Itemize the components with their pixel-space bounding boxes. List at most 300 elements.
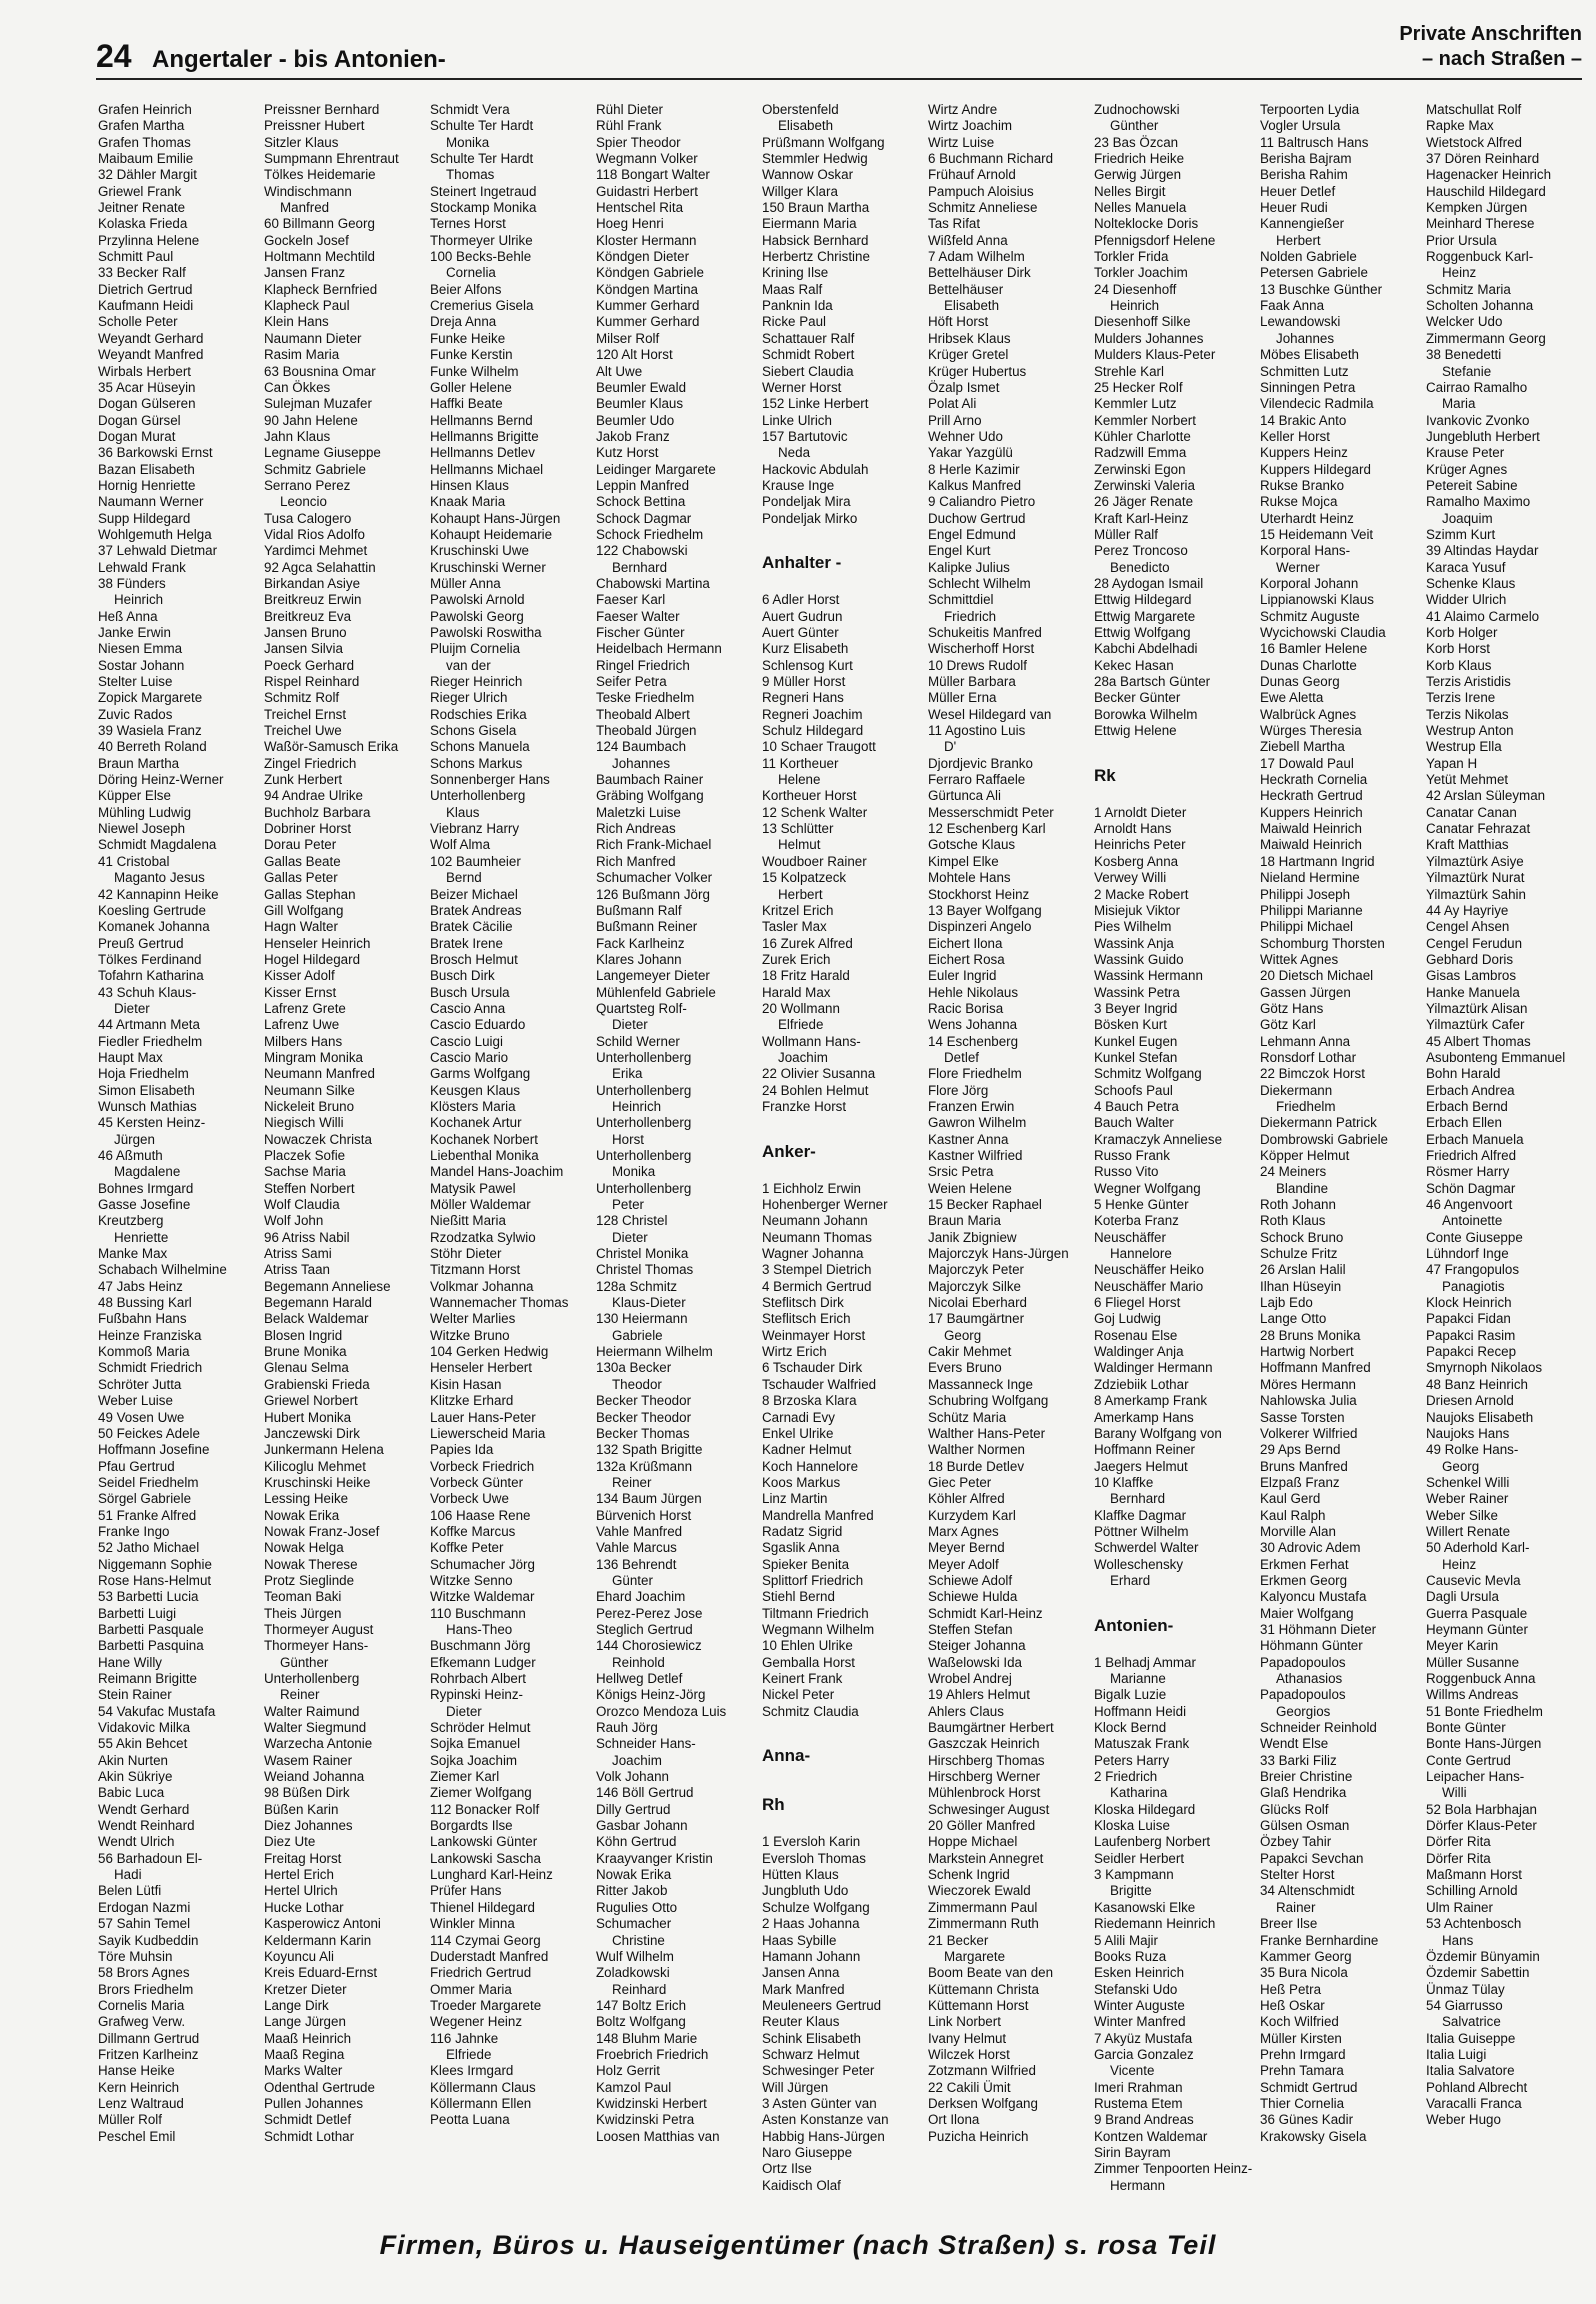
- list-item-continuation: Neda: [778, 445, 811, 461]
- list-item: Nieland Hermine: [1260, 870, 1360, 886]
- list-item: Holtmann Mechtild: [264, 249, 375, 265]
- list-item: 63 Bousnina Omar: [264, 363, 376, 379]
- list-item: Schmitz Rolf: [264, 690, 340, 706]
- list-item: Nolteklocke Doris: [1094, 216, 1199, 232]
- list-item: Westrup Ella: [1426, 739, 1502, 755]
- list-item: Birkandan Asiye: [264, 575, 361, 591]
- list-item: Pawolski Georg: [430, 608, 524, 624]
- list-item-continuation: Monika: [446, 134, 490, 150]
- list-item: Gassen Jürgen: [1260, 984, 1351, 1000]
- list-item: Pampuch Aloisius: [928, 183, 1034, 199]
- list-item-continuation: Bernhard: [612, 559, 668, 575]
- list-item: Koyuncu Ali: [264, 1948, 334, 1964]
- list-item: Steinert Ingetraud: [430, 183, 537, 199]
- list-item: Sonnenberger Hans: [430, 772, 550, 788]
- list-item: Hauschild Hildegard: [1426, 183, 1546, 199]
- list-item: Fußbahn Hans: [98, 1311, 187, 1327]
- list-item: Krakowsky Gisela: [1260, 2128, 1367, 2144]
- list-item: Ternes Horst: [430, 216, 506, 232]
- list-item-continuation: Thomas: [446, 167, 495, 183]
- list-item: Wirbals Herbert: [98, 363, 192, 379]
- list-item-continuation: Reinhard: [612, 1981, 667, 1997]
- list-item: Nowak Therese: [264, 1556, 358, 1572]
- list-item-continuation: Cornelia: [446, 265, 496, 281]
- list-item-continuation: Erhard: [1110, 1572, 1151, 1588]
- list-item: 23 Bas Özcan: [1094, 134, 1179, 150]
- list-item: Götz Hans: [1260, 1000, 1324, 1016]
- list-item: Unterhollenberg: [596, 1115, 692, 1131]
- list-item: Kaidisch Olaf: [762, 2177, 841, 2193]
- list-item: Witzke Waldemar: [430, 1589, 535, 1605]
- list-item: Babic Luca: [98, 1785, 165, 1801]
- list-item: Pawolski Arnold: [430, 592, 525, 608]
- list-item: Protz Sieglinde: [264, 1572, 355, 1588]
- list-item: Prüßmann Wolfgang: [762, 134, 885, 150]
- list-item-continuation: Bernd: [446, 870, 482, 886]
- list-item: Westrup Anton: [1426, 723, 1514, 739]
- list-item-continuation: Günther: [1110, 118, 1159, 134]
- list-item: Walter Raimund: [264, 1703, 360, 1719]
- list-item: Nowaczek Christa: [264, 1131, 372, 1147]
- list-item: Kastner Anna: [928, 1131, 1009, 1147]
- list-item: 53 Achtenbosch: [1426, 1916, 1522, 1932]
- section-heading-line2: – nach Straßen –: [1421, 48, 1582, 70]
- list-item: Stemmler Hedwig: [762, 151, 868, 167]
- list-item: 5 Alili Majir: [1094, 1932, 1158, 1948]
- list-item: Hamann Johann: [762, 1948, 861, 1964]
- list-item: Wegmann Volker: [596, 151, 698, 167]
- list-item: Matuszak Frank: [1094, 1736, 1190, 1752]
- list-item: 130a Becker: [596, 1360, 672, 1376]
- list-item: 1 Belhadj Ammar: [1094, 1654, 1196, 1670]
- list-item: Willger Klara: [762, 183, 838, 199]
- list-item: Gülsen Osman: [1260, 1818, 1350, 1834]
- list-item: Yilmaztürk Cafer: [1426, 1017, 1525, 1033]
- list-item: 9 Caliandro Pietro: [928, 494, 1036, 510]
- list-item: Maibaum Emilie: [98, 151, 194, 167]
- list-item: Diesenhoff Silke: [1094, 314, 1191, 330]
- list-item: Philippi Joseph: [1260, 886, 1351, 902]
- list-item: Zudnochowski: [1094, 102, 1180, 117]
- list-item: Torkler Joachim: [1094, 265, 1188, 281]
- street-heading: Anker-: [762, 1141, 816, 1161]
- list-item: Müller Susanne: [1426, 1654, 1520, 1670]
- list-item: Elzpaß Franz: [1260, 1474, 1340, 1490]
- list-item: Widder Ulrich: [1426, 592, 1507, 608]
- list-item: Wegner Wolfgang: [1094, 1180, 1201, 1196]
- list-item: Wollmann Hans-: [762, 1033, 861, 1049]
- list-item: Kretzer Dieter: [264, 1981, 347, 1997]
- list-item: Gisas Lambros: [1426, 968, 1517, 984]
- list-item: Petereit Sabine: [1426, 477, 1518, 493]
- list-item: Heymann Günter: [1426, 1621, 1528, 1637]
- list-item: Froebrich Friedrich: [596, 2046, 709, 2062]
- list-item: Schock Bruno: [1260, 1229, 1344, 1245]
- list-item: Supp Hildegard: [98, 510, 191, 526]
- list-item: Prill Arno: [928, 412, 982, 428]
- list-item: Gasse Josefine: [98, 1197, 191, 1213]
- list-item: Schons Markus: [430, 755, 523, 771]
- list-item: 26 Arslan Halil: [1260, 1262, 1346, 1278]
- list-item: 14 Brakic Anto: [1260, 412, 1347, 428]
- list-item: Treichel Ernst: [264, 706, 347, 722]
- list-item-continuation: Marianne: [1110, 1671, 1166, 1686]
- header-rule: [96, 78, 1582, 80]
- list-item: Hagenacker Heinrich: [1426, 167, 1552, 183]
- list-item: Auert Günter: [762, 625, 839, 640]
- list-item: Harald Max: [762, 984, 831, 1000]
- list-item: 41 Alaimo Carmelo: [1426, 608, 1540, 624]
- list-item: Mandel Hans-Joachim: [430, 1164, 564, 1180]
- list-item: Naumann Dieter: [264, 330, 362, 346]
- list-item: Unterhollenberg: [596, 1148, 692, 1163]
- list-item: Lange Jürgen: [264, 2014, 346, 2030]
- list-item: Barbetti Pasquina: [98, 1638, 204, 1654]
- list-item: 35 Acar Hüseyin: [98, 379, 196, 395]
- list-item: Loosen Matthias van: [596, 2128, 720, 2144]
- list-item: Müller Ralf: [1094, 526, 1158, 542]
- list-item: Seidler Herbert: [1094, 1850, 1185, 1866]
- list-item-continuation: Günther: [280, 1654, 329, 1670]
- list-item-continuation: Vicente: [1110, 2063, 1155, 2079]
- list-item: 51 Franke Alfred: [98, 1507, 197, 1523]
- list-item: Hoffmann Reiner: [1094, 1442, 1195, 1458]
- list-item: Smyrnoph Nikolaos: [1426, 1360, 1543, 1376]
- list-item: Weinmayer Horst: [762, 1327, 866, 1343]
- list-item: Karaca Yusuf: [1426, 559, 1506, 575]
- list-item: Kritzel Erich: [762, 902, 834, 918]
- list-item: Pöttner Wilhelm: [1094, 1523, 1189, 1539]
- list-item: Eichert Ilona: [928, 935, 1003, 951]
- list-item: Wunsch Mathias: [98, 1098, 197, 1114]
- list-item: Papies Ida: [430, 1442, 494, 1458]
- list-item: Papadopoulos: [1260, 1687, 1346, 1703]
- list-item: 37 Dören Reinhard: [1426, 151, 1540, 167]
- list-item: Tasler Max: [762, 919, 827, 935]
- list-item: Kaul Gerd: [1260, 1491, 1321, 1507]
- list-item: Splittorf Friedrich: [762, 1572, 864, 1588]
- directory-column: [430, 102, 596, 2214]
- list-item: Rich Andreas: [596, 821, 676, 837]
- list-item: 3 Stempel Dietrich: [762, 1262, 872, 1278]
- list-item: Grafen Heinrich: [98, 102, 192, 117]
- list-item: Sojka Emanuel: [430, 1736, 521, 1752]
- list-item: Stelter Luise: [98, 674, 173, 690]
- list-item: Fischer Günter: [596, 625, 685, 640]
- list-item: Langemeyer Dieter: [596, 968, 710, 984]
- list-item: Yetüt Mehmet: [1426, 772, 1509, 788]
- list-item: Books Ruza: [1094, 1948, 1167, 1964]
- list-item: Hirschberg Werner: [928, 1769, 1041, 1785]
- list-item: Diekermann Patrick: [1260, 1115, 1377, 1131]
- list-item: 13 Buschke Günther: [1260, 281, 1383, 297]
- list-item: 116 Jahnke: [430, 2030, 499, 2046]
- list-item: Diez Ute: [264, 1834, 316, 1850]
- list-item: Herbertz Christine: [762, 249, 870, 265]
- list-item: 148 Bluhm Marie: [596, 2030, 698, 2046]
- list-item: Dogan Gülseren: [98, 396, 196, 412]
- list-item: 1 Arnoldt Dieter: [1094, 804, 1187, 820]
- list-item: Schmidt Magdalena: [98, 837, 217, 853]
- list-item: Schumacher Volker: [596, 870, 713, 886]
- list-item: Keinert Frank: [762, 1671, 843, 1686]
- list-item: 12 Schenk Walter: [762, 804, 868, 820]
- list-item: Waßör-Samusch Erika: [264, 739, 399, 755]
- list-item: Janczewski Dirk: [264, 1425, 360, 1441]
- list-item: Stöhr Dieter: [430, 1246, 502, 1262]
- list-item: Steiger Johanna: [928, 1638, 1026, 1654]
- list-item: Klock Heinrich: [1426, 1295, 1512, 1311]
- list-item: 8 Brzoska Klara: [762, 1393, 857, 1409]
- list-item-continuation: Horst: [612, 1131, 644, 1147]
- list-item: Ivankovic Zvonko: [1426, 412, 1530, 428]
- list-item-continuation: Klaus: [446, 804, 480, 820]
- list-item: Nickeleit Bruno: [264, 1098, 355, 1114]
- list-item: Cascio Eduardo: [430, 1017, 526, 1033]
- list-item: Gotsche Klaus: [928, 837, 1016, 853]
- list-item: 35 Bura Nicola: [1260, 1965, 1348, 1981]
- list-item: Nicolai Eberhard: [928, 1295, 1027, 1311]
- list-item-continuation: Joachim: [612, 1752, 662, 1768]
- directory-column: [596, 102, 762, 2214]
- list-item: Engel Edmund: [928, 526, 1016, 542]
- list-item: Ünmaz Tülay: [1426, 1981, 1505, 1997]
- list-item: Sinningen Petra: [1260, 379, 1356, 395]
- list-item: Rose Hans-Helmut: [98, 1572, 212, 1588]
- list-item: Reuter Klaus: [762, 2014, 840, 2030]
- list-item: Köndgen Dieter: [596, 249, 690, 265]
- list-item: Hanse Heike: [98, 2063, 175, 2079]
- list-item: Griewel Norbert: [264, 1393, 358, 1409]
- list-item: Yilmaztürk Nurat: [1426, 870, 1525, 886]
- list-item: Nowak Franz-Josef: [264, 1523, 380, 1539]
- list-item: Waldinger Hermann: [1094, 1360, 1213, 1376]
- list-item: Kosberg Anna: [1094, 853, 1179, 869]
- list-item: Rugulies Otto: [596, 1899, 678, 1915]
- list-item: Woudboer Rainer: [762, 853, 867, 869]
- list-item-continuation: Monika: [612, 1164, 656, 1180]
- list-item: Ewe Aletta: [1260, 690, 1324, 706]
- list-item: Becker Günter: [1094, 690, 1181, 706]
- list-item-continuation: Detlef: [944, 1049, 979, 1065]
- list-item: Engel Kurt: [928, 543, 991, 559]
- list-item: Unterhollenberg: [596, 1049, 692, 1065]
- list-item: 44 Artmann Meta: [98, 1017, 200, 1033]
- list-item: Leidinger Margarete: [596, 461, 716, 477]
- list-item: 19 Ahlers Helmut: [928, 1687, 1030, 1703]
- list-item: Steflitsch Dirk: [762, 1295, 844, 1311]
- list-item: 126 Bußmann Jörg: [596, 886, 710, 902]
- list-item: Lühndorf Inge: [1426, 1246, 1509, 1262]
- list-item: Manke Max: [98, 1246, 168, 1262]
- list-item: Griewel Frank: [98, 183, 182, 199]
- list-item-continuation: Panagiotis: [1442, 1278, 1505, 1294]
- list-item: Bruns Manfred: [1260, 1458, 1348, 1474]
- list-item: Klares Johann: [596, 951, 682, 967]
- list-item: Gürtunca Ali: [928, 788, 1001, 804]
- list-item: Zingel Friedrich: [264, 755, 357, 771]
- list-item: Wendt Reinhard: [98, 1818, 195, 1834]
- list-item: Jakob Franz: [596, 428, 670, 444]
- list-item-continuation: Elisabeth: [944, 298, 1000, 314]
- list-item: Witzke Bruno: [430, 1327, 510, 1343]
- list-item: Rasim Maria: [264, 347, 340, 363]
- list-item: Wietstock Alfred: [1426, 134, 1522, 150]
- list-item: Wolleschensky: [1094, 1556, 1184, 1572]
- list-item: Wycichowski Claudia: [1260, 625, 1386, 640]
- list-item: Ortz Ilse: [762, 2161, 812, 2177]
- list-item: Schons Manuela: [430, 739, 530, 755]
- list-item: Baumgärtner Herbert: [928, 1720, 1054, 1736]
- list-item: 15 Becker Raphael: [928, 1197, 1042, 1213]
- list-item: Rich Manfred: [596, 853, 676, 869]
- list-item: Markstein Annegret: [928, 1850, 1044, 1866]
- list-item: Teske Friedhelm: [596, 690, 695, 706]
- list-item-continuation: Elfriede: [778, 1017, 824, 1033]
- list-item: Ettwig Hildegard: [1094, 592, 1192, 608]
- list-item: Serrano Perez: [264, 477, 351, 493]
- list-item: Schmidt Karl-Heinz: [928, 1605, 1043, 1621]
- list-item: 114 Czymai Georg: [430, 1932, 541, 1948]
- page-title: Angertaler - bis Antonien-: [152, 46, 446, 73]
- list-item: Lehwald Frank: [98, 559, 186, 575]
- list-item: Keusgen Klaus: [430, 1082, 521, 1098]
- list-item: Liebenthal Monika: [430, 1148, 539, 1163]
- list-item: Cakir Mehmet: [928, 1344, 1012, 1360]
- list-item: 52 Bola Harbhajan: [1426, 1801, 1537, 1817]
- list-item: Walbrück Agnes: [1260, 706, 1357, 722]
- list-item: Kunkel Eugen: [1094, 1033, 1178, 1049]
- list-item: Bratek Andreas: [430, 902, 522, 918]
- list-item: Walter Siegmund: [264, 1720, 367, 1736]
- list-item: Brosch Helmut: [430, 951, 518, 967]
- list-item: Rohrbach Albert: [430, 1671, 527, 1686]
- list-item: Faak Anna: [1260, 298, 1325, 314]
- list-item: Pfennigsdorf Helene: [1094, 232, 1216, 248]
- list-item: 112 Bonacker Rolf: [430, 1801, 540, 1817]
- spacer: [762, 1720, 928, 1736]
- list-item: 17 Dowald Paul: [1260, 755, 1354, 771]
- list-item: Döring Heinz-Werner: [98, 772, 224, 788]
- list-item: Maaß Regina: [264, 2046, 345, 2062]
- list-item: 94 Andrae Ulrike: [264, 788, 363, 804]
- list-item: Kummer Gerhard: [596, 298, 700, 314]
- list-item: Racic Borisa: [928, 1000, 1004, 1016]
- list-item: Kekec Hasan: [1094, 657, 1174, 673]
- list-item: Beier Alfons: [430, 281, 502, 297]
- list-item: Rauh Jörg: [596, 1720, 658, 1736]
- list-item: Neumann Manfred: [264, 1066, 375, 1082]
- list-item: 39 Wasiela Franz: [98, 723, 202, 739]
- list-item: Gockeln Josef: [264, 232, 349, 248]
- list-item: Scholle Peter: [98, 314, 178, 330]
- list-item: Terzis Irene: [1426, 690, 1496, 706]
- list-item: Simon Elisabeth: [98, 1082, 195, 1098]
- list-item: Bazan Elisabeth: [98, 461, 195, 477]
- list-item: Goller Helene: [430, 379, 512, 395]
- list-item: Walther Normen: [928, 1442, 1025, 1458]
- list-item: Hütten Klaus: [762, 1867, 839, 1883]
- list-item: Nolden Gabriele: [1260, 249, 1357, 265]
- list-item: Willms Andreas: [1426, 1687, 1519, 1703]
- list-item: Möller Waldemar: [430, 1197, 531, 1213]
- list-item: Wegener Heinz: [430, 2014, 523, 2030]
- list-item: Neumann Silke: [264, 1082, 355, 1098]
- list-item: Küpper Else: [98, 788, 171, 804]
- list-item: Müller Kirsten: [1260, 2030, 1342, 2046]
- list-item: 13 Bayer Wolfgang: [928, 902, 1042, 918]
- list-item: Dogan Murat: [98, 428, 176, 444]
- list-item: 98 Büßen Dirk: [264, 1785, 350, 1801]
- list-item: Kisin Hasan: [430, 1376, 502, 1392]
- list-item: Yakar Yazgülü: [928, 445, 1013, 461]
- list-item: Steflitsch Erich: [762, 1311, 851, 1327]
- list-item: Korporal Hans-: [1260, 543, 1351, 559]
- list-item: Hornig Henriette: [98, 477, 196, 493]
- list-item: Friedrich Alfred: [1426, 1148, 1517, 1163]
- list-item: Kammer Georg: [1260, 1948, 1352, 1964]
- list-item: Tiltmann Friedrich: [762, 1605, 869, 1621]
- list-item: 57 Sahin Temel: [98, 1916, 191, 1932]
- list-item: Legname Giuseppe: [264, 445, 381, 461]
- list-item: Efkemann Ludger: [430, 1654, 536, 1670]
- list-item: 134 Baum Jürgen: [596, 1491, 702, 1507]
- list-item: Zunk Herbert: [264, 772, 343, 788]
- list-item-continuation: Heinz: [1442, 265, 1477, 281]
- list-item: Mühlenbrock Horst: [928, 1785, 1041, 1801]
- list-item: 124 Baumbach: [596, 739, 687, 755]
- list-item: Radatz Sigrid: [762, 1523, 843, 1539]
- list-item: Maiwald Heinrich: [1260, 821, 1362, 837]
- list-item: Werner Horst: [762, 379, 842, 395]
- list-item: 11 Agostino Luis: [928, 723, 1026, 739]
- list-item: Niesen Emma: [98, 641, 183, 657]
- list-item: Weyandt Gerhard: [98, 330, 204, 346]
- list-item-continuation: Benedicto: [1110, 559, 1170, 575]
- list-item: Volk Johann: [596, 1769, 669, 1785]
- list-item: Kramaczyk Anneliese: [1094, 1131, 1223, 1147]
- list-item: 28 Bruns Monika: [1260, 1327, 1361, 1343]
- list-item: Zerwinski Valeria: [1094, 477, 1195, 493]
- list-item: Kwidzinski Petra: [596, 2112, 695, 2128]
- list-item: Heckrath Gertrud: [1260, 788, 1363, 804]
- list-item: 33 Becker Ralf: [98, 265, 186, 281]
- list-item: Waldinger Anja: [1094, 1344, 1184, 1360]
- list-item: Terpoorten Lydia: [1260, 102, 1360, 117]
- list-item: Kwidzinski Herbert: [596, 2095, 707, 2111]
- list-item: Tas Rifat: [928, 216, 981, 232]
- list-item: Peters Harry: [1094, 1752, 1170, 1768]
- list-item-continuation: Blandine: [1276, 1180, 1329, 1196]
- list-item: Kadner Helmut: [762, 1442, 852, 1458]
- list-item: Mohtele Hans: [928, 870, 1011, 886]
- list-item: 6 Buchmann Richard: [928, 151, 1054, 167]
- list-item: Schattauer Ralf: [762, 330, 855, 346]
- list-item: Rosenau Else: [1094, 1327, 1178, 1343]
- list-item: Barbetti Pasquale: [98, 1621, 204, 1637]
- list-item: Kalipke Julius: [928, 559, 1010, 575]
- list-item: Hucke Lothar: [264, 1899, 344, 1915]
- list-item: Kemmler Norbert: [1094, 412, 1196, 428]
- list-item-continuation: Georg: [944, 1327, 982, 1343]
- list-item: Kurz Elisabeth: [762, 641, 849, 657]
- list-item: Kastner Wilfried: [928, 1148, 1023, 1163]
- list-item: Yapan H: [1426, 755, 1478, 771]
- list-item: 6 Fliegel Horst: [1094, 1295, 1181, 1311]
- list-item: Hoja Friedhelm: [98, 1066, 189, 1082]
- list-item: 104 Gerken Hedwig: [430, 1344, 549, 1360]
- list-item-continuation: Helene: [778, 772, 821, 788]
